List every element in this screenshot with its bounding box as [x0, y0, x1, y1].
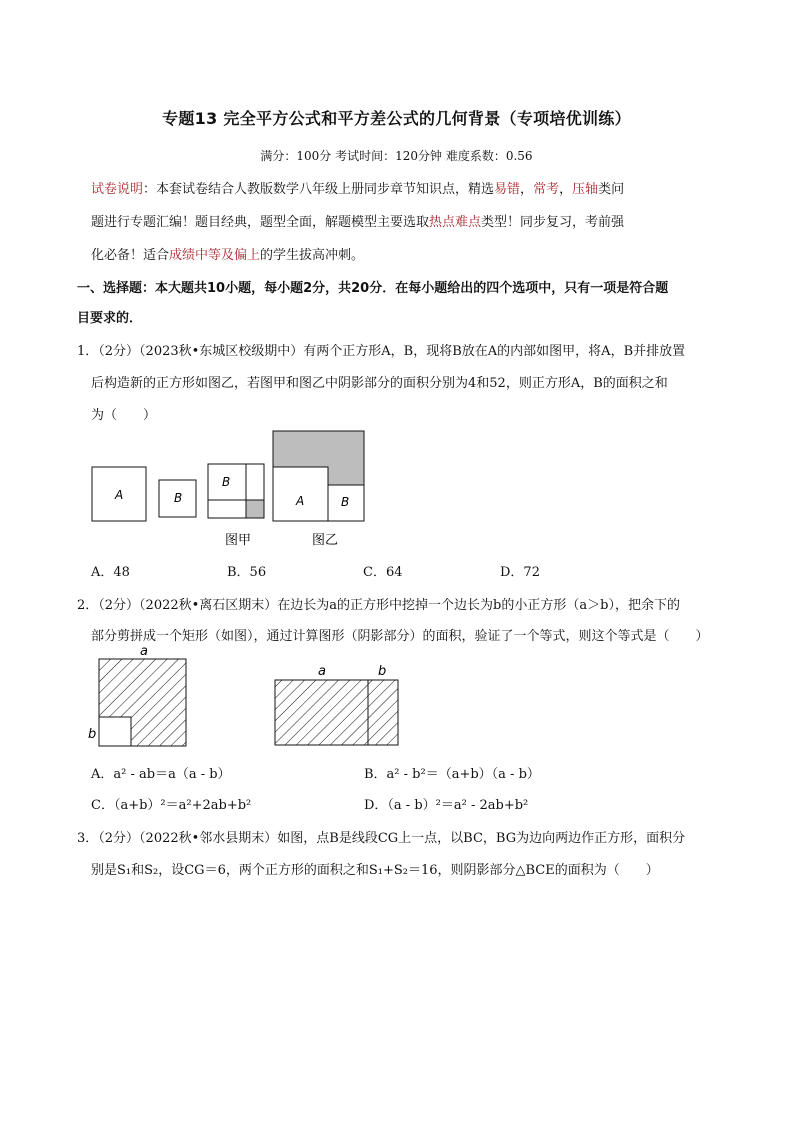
q2-option-d[interactable]: D．（a - b）²＝a² - 2ab+b² [364, 798, 529, 813]
q2-right-rect [275, 680, 398, 745]
q1-square-b-label: B [174, 491, 183, 505]
q2-left-label-a: a [140, 644, 148, 659]
section-heading-line-2: 目要求的． [77, 311, 143, 326]
sep-2: ， [559, 182, 573, 197]
q2-option-b[interactable]: B．a² - b²＝（a+b）（a - b） [364, 767, 540, 782]
q2-line-2: 部分剪拼成一个矩形（如图），通过计算图形（阴影部分）的面积，验证了一个等式，则这个等式是（ ） [91, 629, 709, 644]
q2-option-a[interactable]: A．a² - ab＝a（a - b） [91, 767, 231, 782]
q1-jia-shaded [246, 500, 264, 518]
intro-text-1: ：本套试卷结合人教版数学八年级上册同步章节知识点，精选 [143, 182, 495, 197]
keyword-common: 常考 [533, 182, 560, 197]
keyword-hard: 压轴 [572, 182, 599, 197]
q2-option-c[interactable]: C．（a+b）²＝a²+2ab+b² [91, 798, 252, 813]
intro-text-2b: 类型！同步复习，考前强 [481, 215, 625, 230]
q2-left-label-b: b [88, 727, 97, 742]
q1-line-1: 1．（2分）（2023秋•东城区校级期中）有两个正方形A，B，现将B放在A的内部如图甲，将A，B并排放置 [77, 344, 686, 359]
intro-text-3b: 的学生拔高冲刺。 [260, 248, 365, 263]
q1-square-a-label: A [115, 488, 124, 502]
q1-option-b[interactable]: B．56 [227, 565, 267, 580]
q1-jia-label: B [222, 475, 231, 489]
keyword-hot: 热点难点 [429, 215, 482, 230]
q2-line-1: 2．（2分）（2022秋•离石区期末）在边长为a的正方形中挖掉一个边长为b的小正方形（a＞b），把余下的 [77, 598, 680, 613]
q1-yi-label-a: A [296, 494, 305, 508]
q1-option-a[interactable]: A．48 [91, 565, 130, 580]
q1-caption-jia: 图甲 [225, 533, 252, 548]
q3-line-2: 别是S₁和S₂，设CG＝6，两个正方形的面积之和S₁+S₂＝16，则阴影部分△BCE的面积为（ ） [91, 863, 659, 878]
q1-line-2: 后构造新的正方形如图乙，若图甲和图乙中阴影部分的面积分别为4和52，则正方形A，B的面积之和 [91, 376, 668, 391]
intro-label: 试卷说明 [91, 182, 144, 197]
q1-option-c[interactable]: C．64 [363, 565, 403, 580]
keyword-level: 成绩中等及偏上 [169, 248, 261, 263]
q2-right-label-b: b [378, 664, 387, 679]
exam-meta: 满分：100分 考试时间：120分钟 难度系数：0.56 [260, 149, 533, 163]
keyword-easy: 易错 [494, 182, 521, 197]
q2-right-label-a: a [318, 664, 326, 679]
intro-text-3a: 化必备！适合 [91, 248, 170, 263]
q2-left-small-square [99, 717, 131, 746]
q1-line-3: 为（ ） [91, 408, 157, 423]
q3-line-1: 3．（2分）（2022秋•邻水县期末）如图，点B是线段CG上一点，以BC，BG为边向两边作正方形，面积分 [77, 831, 686, 846]
page-title: 专题13 完全平方公式和平方差公式的几何背景（专项培优训练） [162, 109, 631, 128]
intro-text-1b: 类问 [598, 182, 625, 197]
q1-option-d[interactable]: D．72 [500, 565, 540, 580]
q1-yi-label-b: B [341, 495, 350, 509]
intro-text-2a: 题进行专题汇编！题目经典，题型全面，解题模型主要选取 [91, 215, 430, 230]
section-heading-line-1: 一、选择题：本大题共10小题，每小题2分，共20分．在每小题给出的四个选项中，只有一项是符合题 [77, 281, 669, 296]
sep-1: ， [520, 182, 534, 197]
q1-caption-yi: 图乙 [312, 533, 339, 548]
